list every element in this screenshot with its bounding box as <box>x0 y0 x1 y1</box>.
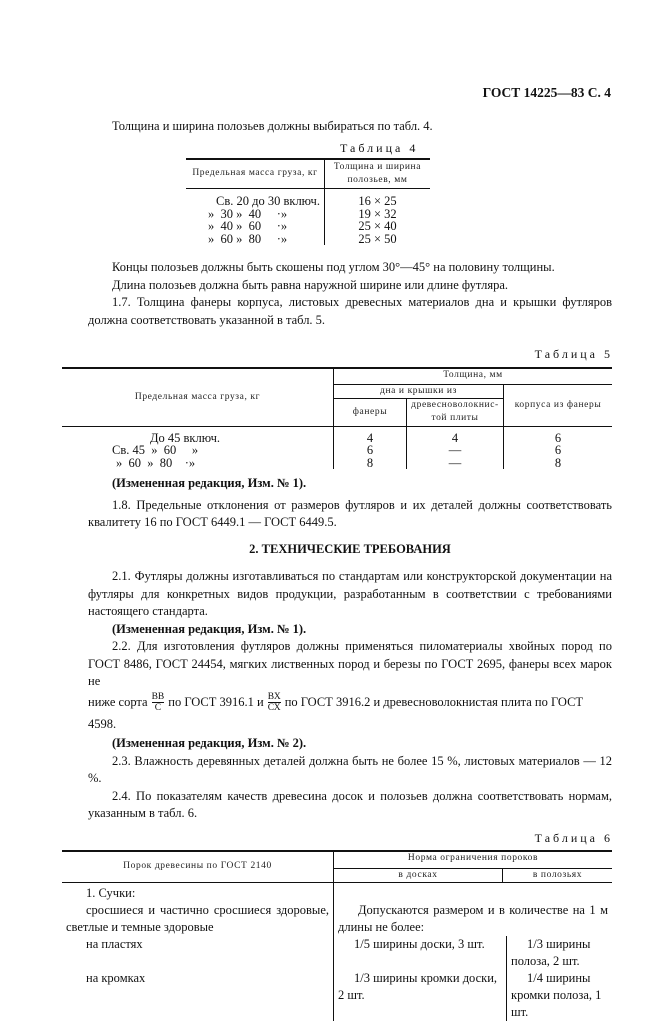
table-row <box>186 189 430 208</box>
cell-mass: Св. 45 » 60 » <box>62 444 334 457</box>
text: по ГОСТ 3916.2 и древесноволокнистая плита по ГОСТ 4598. <box>88 694 584 732</box>
table5-header-fiberboard: древесноволокнис-той плиты <box>407 398 504 426</box>
cell-mass: Св. 20 до 30 включ. <box>186 189 324 208</box>
cell-plywood: 6 <box>334 444 407 457</box>
cell-size: 25 × 50 <box>358 231 397 246</box>
cell-body: 8 <box>554 455 562 470</box>
cell-body: 6 <box>554 443 562 457</box>
cell-mass: » 60 » 80 ·» <box>62 457 334 470</box>
defect-on-faces: на пластях <box>86 937 143 952</box>
cell-mass: До 45 включ. <box>62 426 334 444</box>
table-4 <box>186 158 430 246</box>
defect-knots-healthy: сросшиеся и частично сросшиеся здоровые, светлые и темные здоровые <box>66 903 329 935</box>
cell-fiberboard: — <box>407 444 504 457</box>
defect-knots: 1. Сучки: <box>86 886 136 901</box>
paragraph-2-1: 2.1. Футляры должны изготавливаться по стандартам или конструкторской документации на футляры для конкретных видов продукции, разработанным в соответствии с требованиями настоящего стандарта. <box>88 569 612 618</box>
table5-header-thickness: Толщина, мм <box>334 368 613 384</box>
norm-faces-boards: 1/5 ширины доски, 3 шт. <box>354 937 485 952</box>
cell-mass: » 30 » 40 ·» <box>186 208 324 221</box>
table6-caption: Таблица 6 <box>534 830 613 845</box>
cell-fiberboard: — <box>407 457 504 470</box>
cell-mass: » 60 » 80 ·» <box>186 233 324 246</box>
paragraph-1-7: 1.7. Толщина фанеры корпуса, листовых древесных материалов дна и крышки футляров должна соответствовать указанной в табл. 5. <box>88 295 612 327</box>
defect-on-edges: на кромках <box>86 971 146 986</box>
table6-header-runners: в полозьях <box>503 869 613 883</box>
page-header: ГОСТ 14225—83 С. 4 <box>482 85 611 100</box>
paragraph-ends: Концы полозьев должны быть скошены под углом 30°—45° на половину толщины. <box>112 260 555 274</box>
amendment-note: (Измененная редакция, Изм. № 1). <box>112 476 307 490</box>
cell-fiberboard: 4 <box>407 426 504 444</box>
fraction-bb-c: $\frac{ВВ}{С}$ <box>151 692 165 714</box>
table4-header-size: Толщина и ширина полозьев, мм <box>333 161 422 185</box>
paragraph-2-4: 2.4. По показателям качеств древесина досок и полозьев должна соответствовать нормам, указанным в табл. 6. <box>88 788 612 821</box>
table-row <box>186 220 430 233</box>
cell-plywood: 8 <box>334 457 407 470</box>
cell-body: 6 <box>554 430 562 445</box>
paragraph-2-2: 2.2. Для изготовления футляров должны применяться пиломатериалы хвойных пород по ГОСТ 8486, ГОСТ 24454, мягких лиственных пород и березы по ГОСТ 2695, фанеры всех марок не <box>88 639 612 688</box>
amendment-note: (Измененная редакция, Изм. № 1). <box>112 621 307 636</box>
table-5 <box>62 367 612 469</box>
table-row <box>62 426 612 444</box>
cell-size: 16 × 25 <box>358 194 397 208</box>
intro-text: Толщина и ширина полозьев должны выбираться по табл. 4. <box>112 119 433 133</box>
text: ниже сорта <box>88 694 148 709</box>
cell-mass: » 40 » 60 ·» <box>186 220 324 233</box>
section-heading: 2. ТЕХНИЧЕСКИЕ ТРЕБОВАНИЯ <box>249 541 451 556</box>
table4-header-mass: Предельная масса груза, кг <box>186 159 324 189</box>
table6-header-boards: в досках <box>334 869 503 883</box>
table5-header-body: корпуса из фанеры <box>504 384 613 426</box>
amendment-note: (Измененная редакция, Изм. № 2). <box>112 736 307 751</box>
table6-header-defect: Порок древесины по ГОСТ 2140 <box>62 851 334 883</box>
paragraph-2-2-cont <box>88 691 612 736</box>
table5-caption: Таблица 5 <box>534 347 613 361</box>
paragraph-2-3: 2.3. Влажность деревянных деталей должна быть не более 15 %, листовых материалов — 12 %. <box>88 753 612 786</box>
cell-plywood: 4 <box>334 426 407 444</box>
table-row <box>186 233 430 246</box>
norm-edges-runners: 1/4 ширины кромки полоза, 1 шт. <box>511 971 602 1020</box>
norm-faces-runners: 1/3 ширины полоза, 2 шт. <box>511 937 591 969</box>
table5-header-bottom: дна и крышки из <box>334 384 504 398</box>
norm-knots-text: Допускаются размером и в количестве на 1 м длины не более: <box>338 903 608 935</box>
table5-header-mass: Предельная масса груза, кг <box>62 368 334 426</box>
paragraph-1-8: 1.8. Предельные отклонения от размеров футляров и их деталей должны соответствовать квалитету 16 по ГОСТ 6449.1 — ГОСТ 6449.5. <box>88 497 612 529</box>
cell-size: 19 × 32 <box>358 206 397 221</box>
fraction-bx-cx: $\frac{ВХ}{СХ}$ <box>267 692 281 714</box>
norm-edges-boards: 1/3 ширины кромки доски, 2 шт. <box>338 971 498 1003</box>
table-6 <box>62 850 612 1021</box>
table5-header-plywood: фанеры <box>334 398 407 426</box>
table-row <box>62 444 612 457</box>
paragraph-length: Длина полозьев должна быть равна наружной ширине или длине футляра. <box>112 277 508 292</box>
table-row <box>62 457 612 470</box>
text: по ГОСТ 3916.1 и <box>168 694 264 709</box>
table4-caption: Таблица 4 <box>340 140 419 155</box>
table6-header-norm: Норма ограничения пороков <box>334 851 613 869</box>
cell-size: 25 × 40 <box>358 219 397 233</box>
